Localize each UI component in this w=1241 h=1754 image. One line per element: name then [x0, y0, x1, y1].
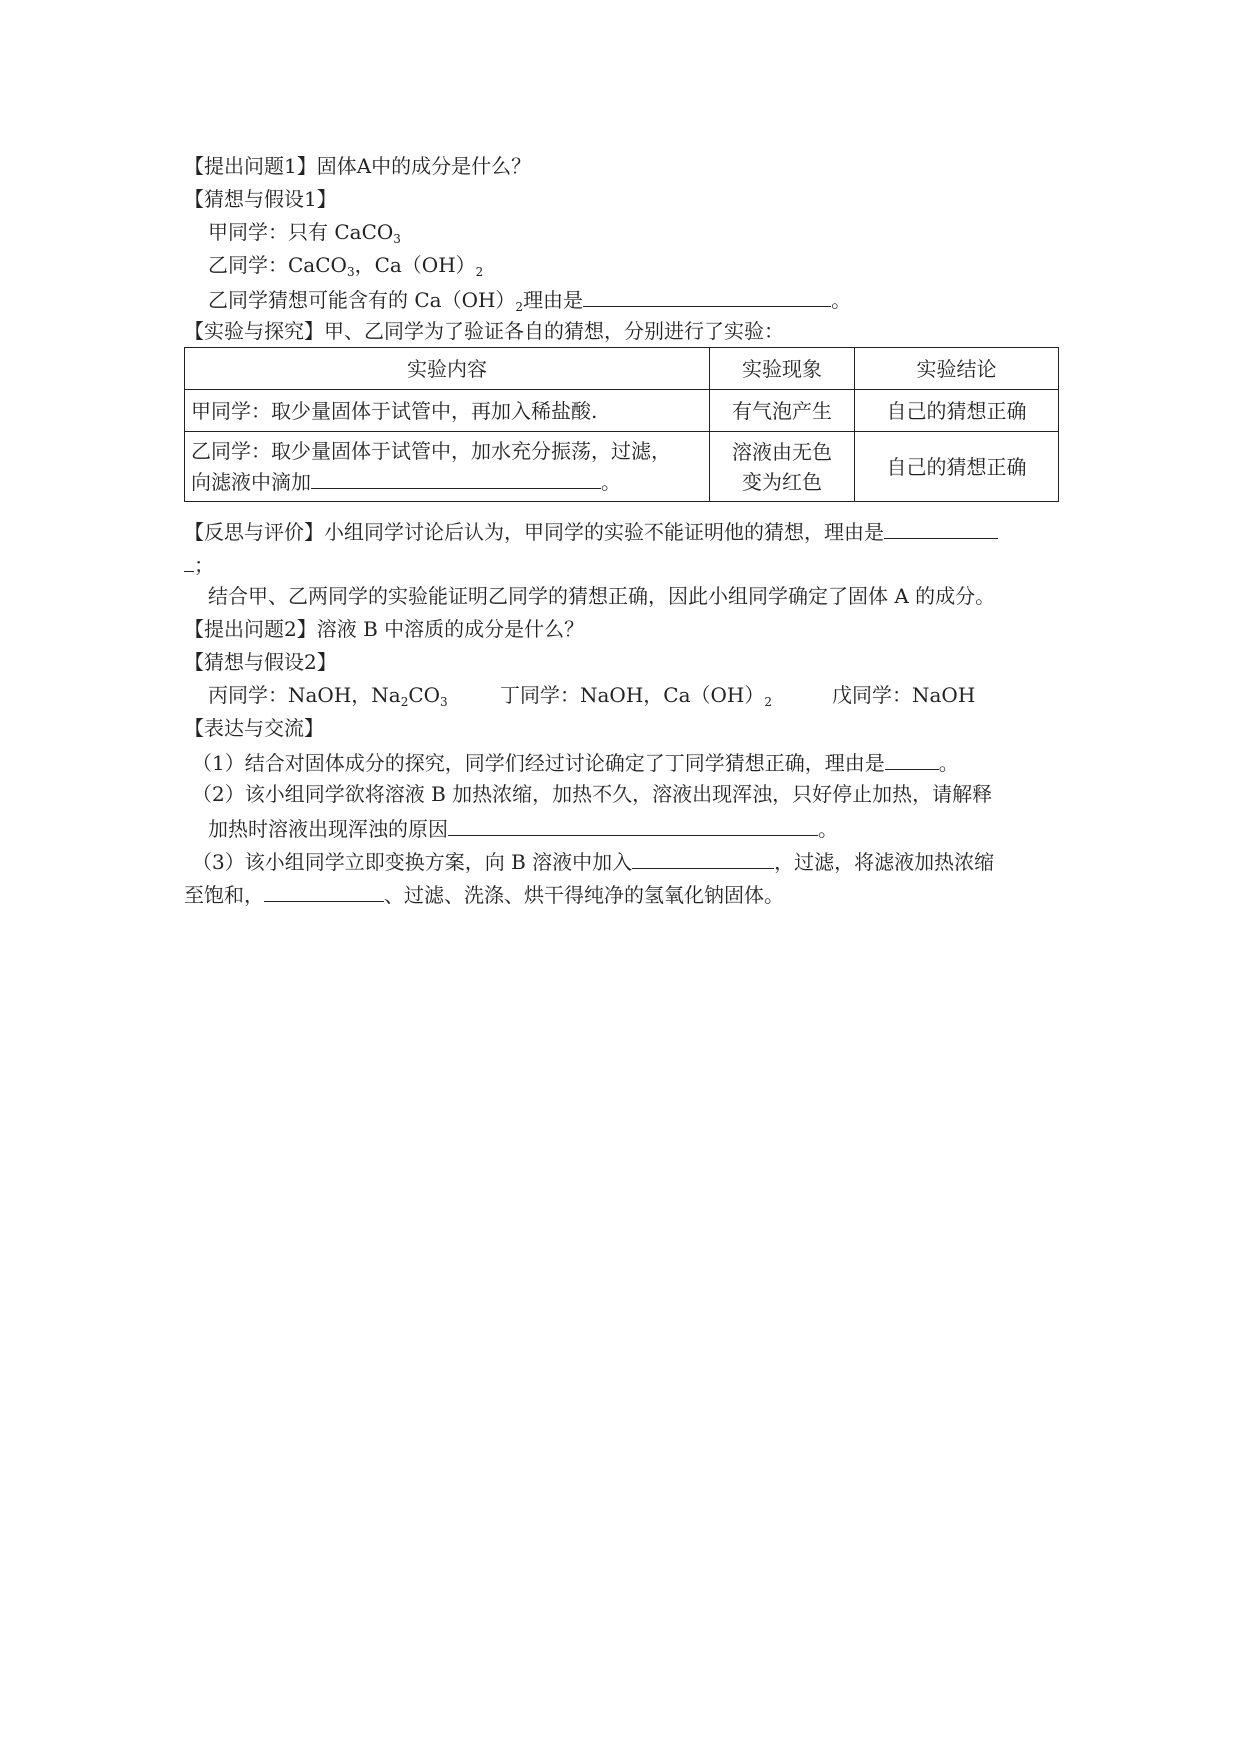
- question-2-title: 【提出问题2】溶液 B 中溶质的成分是什么？: [184, 617, 585, 641]
- hypothesis-yi: 乙同学：CaCO$_3$，$Ca(OH)_2$: [208, 253, 484, 279]
- item3-operation-blank[interactable]: [264, 879, 384, 902]
- table-header-row: [185, 348, 1059, 390]
- hypothesis-2-title: 【猜想与假设2】: [184, 650, 337, 674]
- expression-item-2: （2）该小组同学欲将溶液 B 加热浓缩，加热不久，溶液出现浑浊，只好停止加热，请解释: [192, 782, 993, 806]
- row2-conclusion: 自己的猜想正确: [855, 432, 1059, 502]
- header-conclusion: 实验结论: [855, 348, 1059, 390]
- reflection-answer-blank[interactable]: [884, 516, 998, 539]
- reflection-conclusion: 结合甲、乙两同学的实验能证明乙同学的猜想正确，因此小组同学确定了固体 A 的成分。: [208, 584, 996, 608]
- question-1-title: 【提出问题1】固体A中的成分是什么？: [184, 154, 532, 178]
- expression-title: 【表达与交流】: [184, 716, 324, 740]
- expression-item-1: （1）结合对固体成分的探究，同学们经过讨论确定了丁同学猜想正确，理由是 。: [192, 747, 959, 777]
- item3-reagent-blank[interactable]: [632, 846, 774, 869]
- expression-item-3-line2: 至饱和， 、过滤、洗涤、烘干得纯净的氢氧化钠固体。: [184, 879, 784, 909]
- hypothesis-ding: 丁同学：NaOH，$Ca(OH)_2$: [500, 683, 772, 709]
- experiment-table: [184, 347, 1059, 502]
- hypothesis-reason: 乙同学猜想可能含有的 $Ca(OH)_2$理由是 。: [208, 284, 851, 314]
- row2-content: 乙同学：取少量固体于试管中，加水充分振荡，过滤， 向滤液中滴加 。: [185, 432, 710, 502]
- row2-phenomenon: 溶液由无色 变为红色: [710, 432, 855, 502]
- expression-item-2-line2: 加热时溶液出现浑浊的原因 。: [208, 813, 838, 843]
- hypothesis-jia: 甲同学：只有 CaCO$_3$: [208, 220, 401, 246]
- item2-answer-blank[interactable]: [448, 813, 818, 836]
- experiment-intro: 【实验与探究】甲、乙同学为了验证各自的猜想，分别进行了实验：: [184, 319, 784, 343]
- table-row: [185, 432, 1059, 502]
- row1-content: 甲同学：取少量固体于试管中，再加入稀盐酸.: [185, 390, 710, 432]
- row1-phenomenon: 有气泡产生: [710, 390, 855, 432]
- header-content: 实验内容: [185, 348, 710, 390]
- hypothesis-1-title: 【猜想与假设1】: [184, 187, 337, 211]
- header-phenomenon: 实验现象: [710, 348, 855, 390]
- expression-item-3: （3）该小组同学立即变换方案，向 B 溶液中加入 ，过滤，将滤液加热浓缩: [192, 846, 994, 876]
- table-row: [185, 390, 1059, 432]
- hypothesis-bing: 丙同学：NaOH，$Na_2CO_3$: [208, 683, 448, 709]
- reflection-line: 【反思与评价】小组同学讨论后认为，甲同学的实验不能证明他的猜想，理由是: [184, 516, 998, 546]
- row1-conclusion: 自己的猜想正确: [855, 390, 1059, 432]
- item1-answer-blank[interactable]: [885, 747, 939, 770]
- reflection-line-end: ；: [184, 549, 214, 579]
- reason-answer-blank[interactable]: [583, 284, 831, 307]
- reagent-answer-blank[interactable]: [311, 466, 601, 489]
- hypothesis-wu: 戊同学：NaOH: [832, 683, 976, 707]
